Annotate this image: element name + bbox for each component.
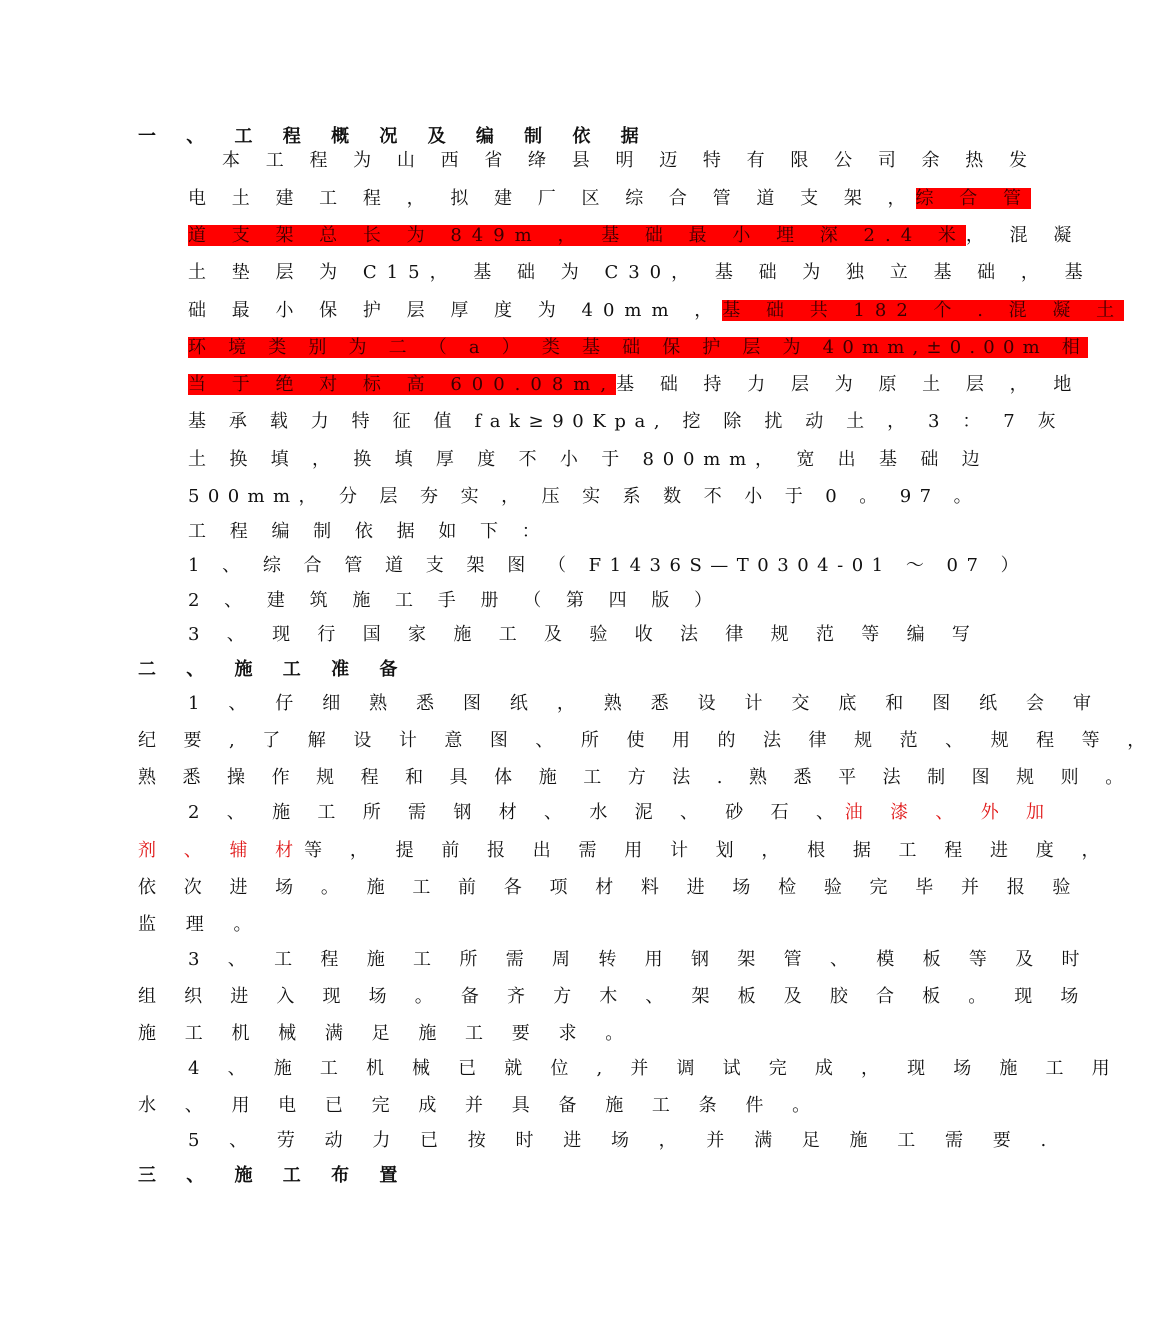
paragraph-line <box>188 337 1088 359</box>
highlighted-text: 综 合 管 <box>915 188 1031 209</box>
paragraph-line <box>188 374 1082 396</box>
paragraph-line <box>188 802 1055 824</box>
paragraph-line <box>188 188 1031 210</box>
section-2-title: 二 、 施 工 准 备 <box>138 659 410 680</box>
section-1-title: 一 、 工 程 概 况 及 编 制 依 据 <box>138 126 651 147</box>
red-text: 油 漆 、 外 加 <box>844 802 1055 823</box>
paragraph-line: 水 、 用 电 已 完 成 并 具 备 施 工 条 件 。 <box>138 1095 822 1116</box>
paragraph-line: 3 、 工 程 施 工 所 需 周 转 用 钢 架 管 、 模 板 等 及 时 <box>188 949 1091 970</box>
paragraph-line: 组 织 进 入 现 场 。 备 齐 方 木 、 架 板 及 胶 合 板 。 现 场 <box>138 986 1090 1007</box>
paragraph-line: 依 次 进 场 。 施 工 前 各 项 材 料 进 场 检 验 完 毕 并 报 验 <box>138 877 1082 898</box>
paragraph-line: 熟 悉 操 作 规 程 和 具 体 施 工 方 法 . 熟 悉 平 法 制 图 规 则 。 <box>138 767 1134 788</box>
highlighted-text: 当 于 绝 对 标 高 600.08m, <box>188 374 617 395</box>
paragraph-line <box>188 300 1125 322</box>
paragraph-line <box>138 840 1110 862</box>
basis-item-3: 3 、 现 行 国 家 施 工 及 验 收 法 律 规 范 等 编 写 <box>188 624 981 645</box>
paragraph-line: 1 、 仔 细 熟 悉 图 纸 ， 熟 悉 设 计 交 底 和 图 纸 会 审 <box>188 693 1103 714</box>
highlighted-text: 基 础 共 182 个 . 混 凝 土 <box>722 300 1125 321</box>
text-run: ， 混 凝 <box>965 225 1082 246</box>
paragraph-line: 土 换 填 ， 换 填 厚 度 不 小 于 800mm， 宽 出 基 础 边 <box>188 449 989 470</box>
basis-item-2: 2 、 建 筑 施 工 手 册 （ 第 四 版 ） <box>188 590 722 611</box>
paragraph-line: 纪 要 , 了 解 设 计 意 图 、 所 使 用 的 法 律 规 范 、 规 程 等 ， <box>138 730 1156 751</box>
section-3-title: 三 、 施 工 布 置 <box>138 1165 410 1186</box>
text-run: 2 、 施 工 所 需 钢 材 、 水 泥 、 砂 石 、 <box>188 802 845 823</box>
text-run: 电 土 建 工 程 ， 拟 建 厂 区 综 合 管 道 支 架 ， <box>188 188 916 209</box>
paragraph-line: 监 理 。 <box>138 914 264 935</box>
red-text: 剂 、 辅 材 <box>138 840 305 861</box>
basis-intro: 工 程 编 制 依 据 如 下 ： <box>188 521 549 542</box>
paragraph-line <box>188 225 1082 247</box>
highlighted-text: 道 支 架 总 长 为 849m ， 基 础 最 小 埋 深 2.4 米 <box>188 225 966 246</box>
highlighted-text: 环 境 类 别 为 二 （ a ） 类 基 础 保 护 层 为 40mm,±0.00m 相 <box>188 337 1088 358</box>
paragraph-line: 5 、 劳 动 力 已 按 时 进 场 ， 并 满 足 施 工 需 要 . <box>188 1130 1059 1151</box>
text-run: 等 ， 提 前 报 出 需 用 计 划 ， 根 据 工 程 进 度 ， <box>304 840 1111 861</box>
paragraph-line: 基 承 载 力 特 征 值 fak≥90Kpa, 挖 除 扰 动 土 ， 3 ： 7 灰 <box>188 411 1065 432</box>
paragraph-line: 4 、 施 工 机 械 已 就 位 , 并 调 试 完 成 ， 现 场 施 工 用 <box>188 1058 1121 1079</box>
text-run: 础 最 小 保 护 层 厚 度 为 40mm ， <box>188 300 723 321</box>
basis-item-1: 1 、 综 合 管 道 支 架 图 （ F1436S—T0304-01 ～ 07 ） <box>188 555 1028 576</box>
paragraph-line: 本 工 程 为 山 西 省 绛 县 明 迈 特 有 限 公 司 余 热 发 <box>222 150 1037 171</box>
paragraph-line: 土 垫 层 为 C15， 基 础 为 C30， 基 础 为 独 立 基 础 ， 基 <box>188 262 1093 283</box>
paragraph-line: 500mm， 分 层 夯 实 ， 压 实 系 数 不 小 于 0 。 97 。 <box>188 486 980 507</box>
paragraph-line: 施 工 机 械 满 足 施 工 要 求 。 <box>138 1023 635 1044</box>
text-run: 基 础 持 力 层 为 原 土 层 ， 地 <box>616 374 1082 395</box>
